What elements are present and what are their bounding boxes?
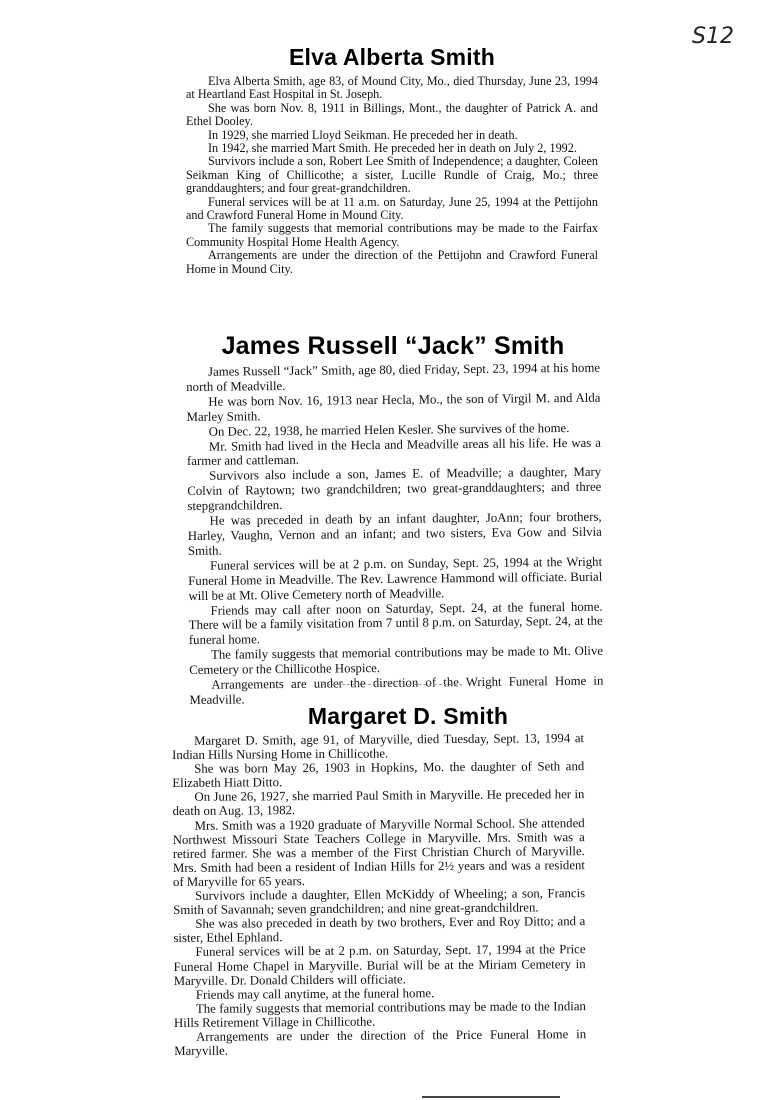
obituary-james-russell-smith xyxy=(186,332,604,708)
obituary-title: James Russell “Jack” Smith xyxy=(221,332,565,360)
page-number: S12 xyxy=(692,24,734,49)
obituary-body xyxy=(186,361,604,708)
obituary-body xyxy=(186,75,598,276)
obituary-paragraph: Arrangements are under the direction of the Price Funeral Home in Maryville. xyxy=(174,1027,587,1059)
obituary-paragraph: The family suggests that memorial contributions may be made to the Indian Hills Retirement Village in Chillicothe. xyxy=(173,998,586,1030)
obituary-paragraph: Margaret D. Smith, age 91, of Maryville, died Tuesday, Sept. 13, 1994 at Indian Hills Nursing Home in Chillicothe. xyxy=(172,731,585,763)
obituary-paragraph: The family suggests that memorial contributions may be made to Mt. Olive Cemetery or the Chillicothe Hospice. xyxy=(189,643,604,678)
obituary-paragraph: Survivors include a daughter, Ellen McKiddy of Wheeling; a son, Francis Smith of Savannah; seven grandchildren; and nine great-grandchildren. xyxy=(173,886,586,918)
obituary-paragraph: In 1929, she married Lloyd Seikman. He preceded her in death. xyxy=(208,127,518,142)
obituary-paragraph: Funeral services will be at 2 p.m. on Sunday, Sept. 25, 1994 at the Wright Funeral Home in Meadville. The Rev. Lawrence Hammond will officiate. Burial will be at Mt. Olive Cemetery north of Meadville. xyxy=(188,554,603,603)
obituary-paragraph: He was preceded in death by an infant daughter, JoAnn; four brothers, Harley, Vaughn, Vernon and an infant; and two sisters, Eva Gow and Silvia Smith. xyxy=(187,509,602,558)
obituary-title: Elva Alberta Smith xyxy=(289,44,495,70)
obituary-body xyxy=(172,731,586,1058)
obituary-elva-alberta-smith xyxy=(186,44,598,276)
obituary-paragraph: Mrs. Smith was a 1920 graduate of Maryville Normal School. She attended Northwest Missouri State Teachers College in Maryville. Mrs. Smith was a retired farmer. She was a member of the First Christian Church of Maryville. Mrs. Smith had been a resident of Indian Hills for 2½ years and was a resident of Maryville for 65 years. xyxy=(172,815,585,889)
obituary-paragraph: She was also preceded in death by two brothers, Ever and Roy Ditto; and a sister, Ethel Ephland. xyxy=(173,914,586,946)
obituary-paragraph: She was born May 26, 1903 in Hopkins, Mo. the daughter of Seth and Elizabeth Hiatt Ditto. xyxy=(172,759,585,791)
obituary-paragraph: Mr. Smith had lived in the Hecla and Meadville areas all his life. He was a farmer and cattleman. xyxy=(186,435,601,469)
obituary-paragraph: Funeral services will be at 2 p.m. on Saturday, Sept. 17, 1994 at the Price Funeral Home Chapel in Maryville. Burial will be at the Miriam Cemetery in Maryville. Dr. Donald Childers will officiate. xyxy=(173,942,586,988)
obituary-paragraph: Friends may call after noon on Saturday, Sept. 24, at the funeral home. There will be a family visitation from 7 until 8 p.m. on Saturday, Sept. 24, at the funeral home. xyxy=(188,599,603,648)
obituary-paragraph: Friends may call anytime, at the funeral home. xyxy=(195,985,435,1002)
obituary-paragraph: Arrangements are under the direction of the Pettijohn and Crawford Funeral Home in Mound City. xyxy=(186,248,598,276)
obituary-paragraph: On Dec. 22, 1938, he married Helen Kesler. She survives of the home. xyxy=(208,420,570,439)
obituary-paragraph: Survivors also include a son, James E. of Meadville; a daughter, Mary Colvin of Raytown; two grandchildren; two great-granddaughters; and three stepgrandchildren. xyxy=(187,465,602,514)
obituary-paragraph: Arrangements are under the direction of the Wright Funeral Home in Meadville. xyxy=(189,673,604,707)
obituary-paragraph: James Russell “Jack” Smith, age 80, died Friday, Sept. 23, 1994 at his home north of Meadville. xyxy=(186,360,601,394)
obituary-title: Margaret D. Smith xyxy=(307,703,509,729)
obituary-paragraph: The family suggests that memorial contributions may be made to the Fairfax Community Hospital Home Health Agency. xyxy=(186,221,598,249)
obituary-paragraph: Funeral services will be at 11 a.m. on Saturday, June 25, 1994 at the Pettijohn and Crawford Funeral Home in Mound City. xyxy=(186,194,598,223)
obituary-paragraph: She was born Nov. 8, 1911 in Billings, Mont., the daughter of Patrick A. and Ethel Dooley. xyxy=(186,100,598,129)
section-divider xyxy=(322,684,462,685)
bottom-rule xyxy=(422,1096,560,1098)
obituary-margaret-d-smith xyxy=(172,703,587,1059)
obituary-paragraph: He was born Nov. 16, 1913 near Hecla, Mo., the son of Virgil M. and Alda Marley Smith. xyxy=(186,390,601,424)
obituary-paragraph: On June 26, 1927, she married Paul Smith in Maryville. He preceded her in death on Aug. 13, 1982. xyxy=(172,787,585,819)
obituary-paragraph: In 1942, she married Mart Smith. He preceded her in death on July 2, 1992. xyxy=(208,141,577,156)
obituary-paragraph: Elva Alberta Smith, age 83, of Mound City, Mo., died Thursday, June 23, 1994 at Heartland East Hospital in St. Joseph. xyxy=(186,74,598,102)
obituary-paragraph: Survivors include a son, Robert Lee Smith of Independence; a daughter, Coleen Seikman King of Chillicothe; a sister, Lucille Rundle of Craig, Mo.; three granddaughters; and four great-grandchildren. xyxy=(186,154,598,196)
